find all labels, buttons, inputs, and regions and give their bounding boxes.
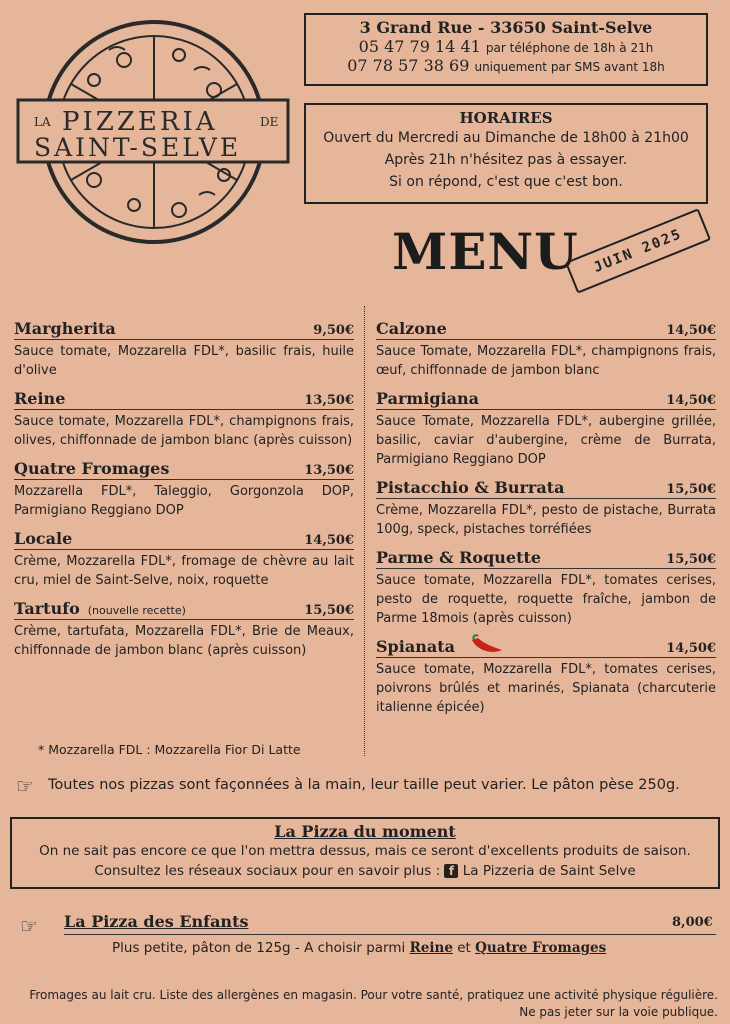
pizza-name: Tartufo <box>14 599 80 618</box>
pizza-description: Sauce Tomate, Mozzarella FDL*, aubergine grillée, basilic, caviar d'aubergine, crème de Burrata, Parmigiano Reggiano DOP <box>376 414 716 467</box>
phone-number[interactable]: 05 47 79 14 41 <box>358 37 481 56</box>
moment-line-1: On ne sait pas encore ce que l'on mettra dessus, mais ce seront d'excellents produits de saison. <box>39 843 691 859</box>
facebook-icon[interactable]: f <box>444 864 458 878</box>
kids-desc-prefix: Plus petite, pâton de 125g - A choisir parmi <box>112 940 406 956</box>
pizza-price: 13,50€ <box>304 463 354 478</box>
pizza-description: Sauce Tomate, Mozzarella FDL*, champignons frais, œuf, chiffonnade de jambon blanc <box>376 344 716 378</box>
logo-saint-selve-text: SAINT-SELVE <box>34 133 242 162</box>
hours-line-1: Ouvert du Mercredi au Dimanche de 18h00 à 21h00 <box>323 130 689 146</box>
pizza-name: Pistacchio & Burrata <box>376 478 565 497</box>
pizza-name: Quatre Fromages <box>14 459 170 478</box>
kids-choice-reine: Reine <box>409 940 453 956</box>
pizza-description: Crème, Mozzarella FDL*, fromage de chèvre au lait cru, miel de Saint-Selve, noix, roquette <box>14 554 354 588</box>
pizza-list-right <box>376 316 716 723</box>
kids-underline <box>64 934 716 935</box>
sms-note: uniquement par SMS avant 18h <box>474 60 665 74</box>
pizza-name: Spianata <box>376 637 455 656</box>
pizza-quatre-fromages <box>14 456 354 520</box>
sms-number[interactable]: 07 78 57 38 69 <box>347 56 470 75</box>
kids-pizza-title: La Pizza des Enfants <box>64 912 249 931</box>
pizza-price: 9,50€ <box>313 323 354 338</box>
pointing-hand-icon: ☞ <box>20 914 38 938</box>
handmade-note: Toutes nos pizzas sont façonnées à la main, leur taille peut varier. Le pâton pèse 250g. <box>48 777 680 793</box>
pizza-name: Parme & Roquette <box>376 548 542 567</box>
hours-line-3: Si on répond, c'est que c'est bon. <box>389 174 623 190</box>
hours-box <box>304 103 708 204</box>
moment-line-2: Consultez les réseaux sociaux pour en savoir plus : <box>94 863 441 879</box>
pizza-name: Locale <box>14 529 73 548</box>
kids-choice-quatre-fromages: Quatre Fromages <box>475 940 607 956</box>
pizza-price: 14,50€ <box>666 641 716 656</box>
pizza-price: 14,50€ <box>304 533 354 548</box>
pizza-margherita <box>14 316 354 380</box>
pizza-price: 14,50€ <box>666 393 716 408</box>
footer-litter: Ne pas jeter sur la voie publique. <box>519 1005 718 1019</box>
moment-title: La Pizza du moment <box>274 822 456 841</box>
pizza-price: 15,50€ <box>666 552 716 567</box>
date-stamp: JUIN 2025 <box>565 208 711 293</box>
pizza-description: Sauce tomate, Mozzarella FDL*, basilic frais, huile d'olive <box>14 344 354 378</box>
pointing-hand-icon: ☞ <box>16 774 34 798</box>
pizza-reine <box>14 386 354 450</box>
logo-de-text: DE <box>260 115 279 129</box>
kids-pizza-price: 8,00€ <box>672 915 713 930</box>
kids-pizza-description <box>112 940 606 956</box>
pizza-new-recipe-note: (nouvelle recette) <box>87 604 186 617</box>
pizza-description: Sauce tomate, Mozzarella FDL*, tomates cerises, pesto de roquette, roquette fraîche, jambon de Parme 18mois (après cuisson) <box>376 573 716 626</box>
chili-pepper-icon <box>468 632 506 656</box>
address: 3 Grand Rue - 33650 Saint-Selve <box>359 18 653 37</box>
pizza-name: Calzone <box>376 319 447 338</box>
kids-and: et <box>457 940 471 956</box>
pizza-description: Crème, tartufata, Mozzarella FDL*, Brie de Meaux, chiffonnade de jambon blanc (après cuisson) <box>14 624 354 658</box>
pizza-description: Mozzarella FDL*, Taleggio, Gorgonzola DOP, Parmigiano Reggiano DOP <box>14 484 354 518</box>
pizza-list-left <box>14 316 354 666</box>
pizza-description: Crème, Mozzarella FDL*, pesto de pistache, Burrata 100g, speck, pistaches torréfiées <box>376 503 716 537</box>
pizza-name: Margherita <box>14 319 116 338</box>
column-divider <box>364 306 365 756</box>
pizza-pistacchio-burrata <box>376 475 716 539</box>
pizza-description: Sauce tomate, Mozzarella FDL*, champignons frais, olives, chiffonnade de jambon blanc (après cuisson) <box>14 414 354 448</box>
pizza-name: Reine <box>14 389 66 408</box>
hours-line-2: Après 21h n'hésitez pas à essayer. <box>384 152 628 168</box>
phone-note: par téléphone de 18h à 21h <box>485 41 654 55</box>
pizza-tartufo <box>14 596 354 660</box>
footer-allergens: Fromages au lait cru. Liste des allergènes en magasin. Pour votre santé, pratiquez une activité physique régulière. <box>29 988 718 1002</box>
pizza-spianata <box>376 634 716 717</box>
facebook-page-name[interactable]: La Pizzeria de Saint Selve <box>462 863 636 879</box>
pizza-du-moment-box <box>10 817 720 889</box>
pizza-price: 13,50€ <box>304 393 354 408</box>
pizza-price: 15,50€ <box>666 482 716 497</box>
pizza-name: Parmigiana <box>376 389 480 408</box>
pizza-calzone <box>376 316 716 380</box>
mozzarella-footnote: * Mozzarella FDL : Mozzarella Fior Di Latte <box>38 742 301 757</box>
logo-pizzeria-text: PIZZERIA <box>62 107 218 137</box>
logo-la-text: LA <box>34 115 51 129</box>
pizza-locale <box>14 526 354 590</box>
hours-title: HORAIRES <box>459 109 553 127</box>
pizza-parme-roquette <box>376 545 716 628</box>
contact-box <box>304 13 708 86</box>
menu-title: MENU <box>392 222 579 281</box>
pizza-price: 15,50€ <box>304 603 354 618</box>
pizza-price: 14,50€ <box>666 323 716 338</box>
pizzeria-logo <box>14 10 302 250</box>
pizza-description: Sauce tomate, Mozzarella FDL*, tomates cerises, poivrons brûlés et marinés, Spianata (charcuterie italienne épicée) <box>376 662 716 715</box>
pizza-parmigiana <box>376 386 716 469</box>
